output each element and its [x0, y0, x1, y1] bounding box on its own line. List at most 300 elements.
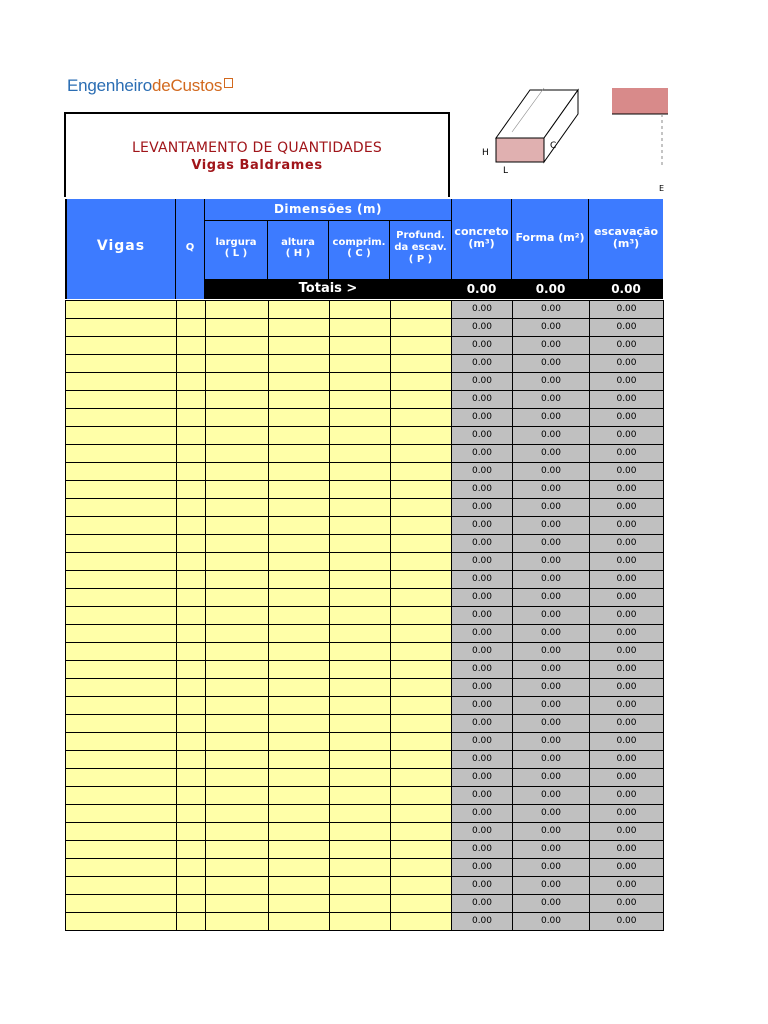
cell-largura[interactable] — [206, 391, 269, 409]
cell-profund[interactable] — [391, 553, 452, 571]
cell-profund[interactable] — [391, 445, 452, 463]
cell-q[interactable] — [177, 805, 206, 823]
col-header-q — [176, 199, 205, 299]
cell-comprim[interactable] — [330, 553, 391, 571]
cell-vigas[interactable] — [66, 643, 177, 661]
cell-altura[interactable] — [269, 805, 330, 823]
col-header-q-label: Q — [185, 242, 195, 253]
col-header-escavacao-unit: (m³) — [612, 237, 640, 250]
col-header-forma-label: Forma (m²) — [515, 231, 585, 244]
cell-largura[interactable] — [206, 499, 269, 517]
cell-comprim[interactable] — [330, 355, 391, 373]
cell-vigas[interactable] — [66, 535, 177, 553]
cell-vigas[interactable] — [66, 499, 177, 517]
cell-forma: 0.00 — [513, 499, 590, 517]
cell-altura[interactable] — [269, 895, 330, 913]
cell-vigas[interactable] — [66, 913, 177, 931]
cell-escavacao: 0.00 — [590, 787, 664, 805]
cell-profund[interactable] — [391, 787, 452, 805]
col-header-altura-unit: ( H ) — [285, 248, 311, 259]
cell-vigas[interactable] — [66, 427, 177, 445]
cell-altura[interactable] — [269, 751, 330, 769]
cell-largura[interactable] — [206, 805, 269, 823]
cell-altura[interactable] — [269, 823, 330, 841]
cell-vigas[interactable] — [66, 355, 177, 373]
cell-vigas[interactable] — [66, 553, 177, 571]
cell-vigas[interactable] — [66, 895, 177, 913]
cell-altura[interactable] — [269, 391, 330, 409]
table-row — [66, 787, 664, 805]
cell-comprim[interactable] — [330, 481, 391, 499]
cell-altura[interactable] — [269, 553, 330, 571]
cell-q[interactable] — [177, 481, 206, 499]
cell-comprim[interactable] — [330, 877, 391, 895]
cell-altura[interactable] — [269, 373, 330, 391]
col-header-largura-label: largura — [215, 237, 257, 248]
cell-comprim[interactable] — [330, 499, 391, 517]
cell-largura[interactable] — [206, 409, 269, 427]
cell-altura[interactable] — [269, 337, 330, 355]
cell-q[interactable] — [177, 715, 206, 733]
cell-profund[interactable] — [391, 715, 452, 733]
cell-altura[interactable] — [269, 841, 330, 859]
cell-comprim[interactable] — [330, 661, 391, 679]
cell-largura[interactable] — [206, 553, 269, 571]
cell-largura[interactable] — [206, 715, 269, 733]
table-row — [66, 517, 664, 535]
table-row — [66, 373, 664, 391]
cell-largura[interactable] — [206, 625, 269, 643]
table-row — [66, 589, 664, 607]
table-row — [66, 715, 664, 733]
cell-largura[interactable] — [206, 463, 269, 481]
cell-largura[interactable] — [206, 301, 269, 319]
cell-vigas[interactable] — [66, 481, 177, 499]
total-forma: 0.00 — [535, 282, 566, 296]
cell-comprim[interactable] — [330, 643, 391, 661]
cell-comprim[interactable] — [330, 607, 391, 625]
cell-q[interactable] — [177, 337, 206, 355]
cell-altura[interactable] — [269, 319, 330, 337]
cell-altura[interactable] — [269, 715, 330, 733]
cell-comprim[interactable] — [330, 409, 391, 427]
cell-profund[interactable] — [391, 409, 452, 427]
cell-concreto: 0.00 — [452, 877, 513, 895]
cell-comprim[interactable] — [330, 625, 391, 643]
cell-forma: 0.00 — [513, 661, 590, 679]
cell-concreto: 0.00 — [452, 481, 513, 499]
cell-concreto: 0.00 — [452, 697, 513, 715]
cell-largura[interactable] — [206, 877, 269, 895]
cell-q[interactable] — [177, 319, 206, 337]
table-row — [66, 337, 664, 355]
cell-q[interactable] — [177, 751, 206, 769]
table-row — [66, 481, 664, 499]
cell-concreto: 0.00 — [452, 913, 513, 931]
cell-q[interactable] — [177, 373, 206, 391]
cell-profund[interactable] — [391, 427, 452, 445]
cell-q[interactable] — [177, 787, 206, 805]
table-row — [66, 553, 664, 571]
brand-logo — [67, 76, 233, 96]
cell-comprim[interactable] — [330, 391, 391, 409]
cell-comprim[interactable] — [330, 463, 391, 481]
cell-largura[interactable] — [206, 427, 269, 445]
cell-altura[interactable] — [269, 913, 330, 931]
cell-q[interactable] — [177, 445, 206, 463]
cell-profund[interactable] — [391, 913, 452, 931]
cell-forma: 0.00 — [513, 877, 590, 895]
cell-vigas[interactable] — [66, 859, 177, 877]
cell-altura[interactable] — [269, 643, 330, 661]
cell-comprim[interactable] — [330, 535, 391, 553]
cell-altura[interactable] — [269, 859, 330, 877]
table-row — [66, 607, 664, 625]
table-row — [66, 445, 664, 463]
cell-concreto: 0.00 — [452, 715, 513, 733]
cell-forma: 0.00 — [513, 355, 590, 373]
sheet-subtitle: Vigas Baldrames — [191, 158, 323, 173]
cell-altura[interactable] — [269, 301, 330, 319]
col-header-profund — [390, 221, 451, 279]
cell-forma: 0.00 — [513, 445, 590, 463]
logo-mark-icon — [224, 78, 233, 88]
cell-q[interactable] — [177, 355, 206, 373]
cell-largura[interactable] — [206, 787, 269, 805]
cell-profund[interactable] — [391, 625, 452, 643]
cell-profund[interactable] — [391, 805, 452, 823]
cell-profund[interactable] — [391, 337, 452, 355]
cell-vigas[interactable] — [66, 391, 177, 409]
cell-altura[interactable] — [269, 589, 330, 607]
cell-largura[interactable] — [206, 319, 269, 337]
table-row — [66, 319, 664, 337]
table-row — [66, 661, 664, 679]
cell-concreto: 0.00 — [452, 859, 513, 877]
cell-vigas[interactable] — [66, 337, 177, 355]
cell-altura[interactable] — [269, 535, 330, 553]
cell-comprim[interactable] — [330, 589, 391, 607]
cell-comprim[interactable] — [330, 769, 391, 787]
cell-largura[interactable] — [206, 841, 269, 859]
cell-largura[interactable] — [206, 643, 269, 661]
cell-largura[interactable] — [206, 751, 269, 769]
cell-profund[interactable] — [391, 661, 452, 679]
cell-largura[interactable] — [206, 913, 269, 931]
cell-largura[interactable] — [206, 661, 269, 679]
cell-comprim[interactable] — [330, 445, 391, 463]
cell-comprim[interactable] — [330, 715, 391, 733]
cell-altura[interactable] — [269, 679, 330, 697]
cell-forma: 0.00 — [513, 823, 590, 841]
cell-comprim[interactable] — [330, 373, 391, 391]
cell-largura[interactable] — [206, 733, 269, 751]
cell-largura[interactable] — [206, 859, 269, 877]
cell-vigas[interactable] — [66, 607, 177, 625]
cell-escavacao: 0.00 — [590, 769, 664, 787]
cell-comprim[interactable] — [330, 859, 391, 877]
cell-largura[interactable] — [206, 373, 269, 391]
cell-q[interactable] — [177, 841, 206, 859]
cell-largura[interactable] — [206, 337, 269, 355]
cell-vigas[interactable] — [66, 319, 177, 337]
cell-vigas[interactable] — [66, 751, 177, 769]
cell-vigas[interactable] — [66, 823, 177, 841]
cell-forma: 0.00 — [513, 409, 590, 427]
cell-vigas[interactable] — [66, 841, 177, 859]
cell-escavacao: 0.00 — [590, 301, 664, 319]
cell-largura[interactable] — [206, 607, 269, 625]
cell-comprim[interactable] — [330, 895, 391, 913]
cell-altura[interactable] — [269, 877, 330, 895]
cell-q[interactable] — [177, 409, 206, 427]
cell-q[interactable] — [177, 679, 206, 697]
cell-profund[interactable] — [391, 571, 452, 589]
diagram-label-e: E — [659, 184, 665, 193]
cell-escavacao: 0.00 — [590, 409, 664, 427]
cell-forma: 0.00 — [513, 643, 590, 661]
cell-vigas[interactable] — [66, 715, 177, 733]
quantities-table — [65, 300, 664, 931]
cell-largura[interactable] — [206, 895, 269, 913]
cell-profund[interactable] — [391, 301, 452, 319]
cell-escavacao: 0.00 — [590, 643, 664, 661]
cell-altura[interactable] — [269, 481, 330, 499]
cell-altura[interactable] — [269, 409, 330, 427]
cell-escavacao: 0.00 — [590, 355, 664, 373]
cell-vigas[interactable] — [66, 679, 177, 697]
cell-profund[interactable] — [391, 463, 452, 481]
cell-q[interactable] — [177, 589, 206, 607]
cell-profund[interactable] — [391, 697, 452, 715]
cell-altura[interactable] — [269, 661, 330, 679]
cell-largura[interactable] — [206, 571, 269, 589]
cell-profund[interactable] — [391, 877, 452, 895]
cell-profund[interactable] — [391, 535, 452, 553]
cell-comprim[interactable] — [330, 517, 391, 535]
table-row — [66, 877, 664, 895]
cell-comprim[interactable] — [330, 733, 391, 751]
cell-altura[interactable] — [269, 625, 330, 643]
cell-comprim[interactable] — [330, 823, 391, 841]
cell-largura[interactable] — [206, 589, 269, 607]
table-row — [66, 679, 664, 697]
cell-comprim[interactable] — [330, 571, 391, 589]
cell-altura[interactable] — [269, 463, 330, 481]
cell-largura[interactable] — [206, 769, 269, 787]
cell-q[interactable] — [177, 823, 206, 841]
cell-q[interactable] — [177, 517, 206, 535]
cell-comprim[interactable] — [330, 427, 391, 445]
cell-comprim[interactable] — [330, 787, 391, 805]
cell-profund[interactable] — [391, 679, 452, 697]
cell-altura[interactable] — [269, 499, 330, 517]
cell-q[interactable] — [177, 697, 206, 715]
cell-profund[interactable] — [391, 319, 452, 337]
cell-escavacao: 0.00 — [590, 823, 664, 841]
cell-profund[interactable] — [391, 823, 452, 841]
cell-q[interactable] — [177, 301, 206, 319]
table-row — [66, 301, 664, 319]
table-row — [66, 571, 664, 589]
table-row — [66, 499, 664, 517]
cell-forma: 0.00 — [513, 553, 590, 571]
cell-largura[interactable] — [206, 481, 269, 499]
cell-profund[interactable] — [391, 499, 452, 517]
cell-vigas[interactable] — [66, 661, 177, 679]
cell-q[interactable] — [177, 607, 206, 625]
table-row — [66, 427, 664, 445]
cell-q[interactable] — [177, 391, 206, 409]
cell-largura[interactable] — [206, 445, 269, 463]
cell-q[interactable] — [177, 535, 206, 553]
col-header-dimensoes — [205, 199, 451, 221]
cell-escavacao: 0.00 — [590, 625, 664, 643]
cell-comprim[interactable] — [330, 319, 391, 337]
cell-q[interactable] — [177, 643, 206, 661]
cell-forma: 0.00 — [513, 427, 590, 445]
cell-profund[interactable] — [391, 517, 452, 535]
table-row — [66, 841, 664, 859]
cell-profund[interactable] — [391, 859, 452, 877]
cell-vigas[interactable] — [66, 787, 177, 805]
cell-largura[interactable] — [206, 535, 269, 553]
cell-profund[interactable] — [391, 373, 452, 391]
cell-concreto: 0.00 — [452, 823, 513, 841]
cell-vigas[interactable] — [66, 697, 177, 715]
cell-vigas[interactable] — [66, 805, 177, 823]
col-header-concreto — [451, 199, 512, 279]
cell-vigas[interactable] — [66, 733, 177, 751]
cell-escavacao: 0.00 — [590, 913, 664, 931]
title-box — [64, 112, 450, 197]
cell-q[interactable] — [177, 571, 206, 589]
sheet-title: LEVANTAMENTO DE QUANTIDADES — [132, 140, 382, 156]
cell-vigas[interactable] — [66, 445, 177, 463]
col-header-profund-label2: da escav. — [394, 242, 447, 253]
cell-forma: 0.00 — [513, 301, 590, 319]
cell-profund[interactable] — [391, 589, 452, 607]
cell-comprim[interactable] — [330, 697, 391, 715]
cell-escavacao: 0.00 — [590, 607, 664, 625]
cell-vigas[interactable] — [66, 571, 177, 589]
table-row — [66, 625, 664, 643]
cell-comprim[interactable] — [330, 337, 391, 355]
cell-q[interactable] — [177, 661, 206, 679]
cell-altura[interactable] — [269, 355, 330, 373]
cell-comprim[interactable] — [330, 841, 391, 859]
table-row — [66, 535, 664, 553]
cell-profund[interactable] — [391, 643, 452, 661]
table-row — [66, 769, 664, 787]
cell-vigas[interactable] — [66, 877, 177, 895]
table-row — [66, 355, 664, 373]
cell-altura[interactable] — [269, 787, 330, 805]
cell-escavacao: 0.00 — [590, 445, 664, 463]
cell-q[interactable] — [177, 553, 206, 571]
cell-vigas[interactable] — [66, 625, 177, 643]
cell-largura[interactable] — [206, 697, 269, 715]
cell-vigas[interactable] — [66, 589, 177, 607]
cell-altura[interactable] — [269, 571, 330, 589]
cell-altura[interactable] — [269, 517, 330, 535]
cell-profund[interactable] — [391, 355, 452, 373]
cell-profund[interactable] — [391, 769, 452, 787]
col-header-escavacao-label: escavação — [593, 225, 659, 238]
cell-altura[interactable] — [269, 733, 330, 751]
cell-vigas[interactable] — [66, 373, 177, 391]
table-row — [66, 859, 664, 877]
cell-forma: 0.00 — [513, 571, 590, 589]
cell-forma: 0.00 — [513, 535, 590, 553]
cell-largura[interactable] — [206, 517, 269, 535]
cell-profund[interactable] — [391, 607, 452, 625]
cell-vigas[interactable] — [66, 517, 177, 535]
cell-q[interactable] — [177, 769, 206, 787]
col-header-altura-label: altura — [281, 237, 315, 248]
cell-vigas[interactable] — [66, 301, 177, 319]
cell-escavacao: 0.00 — [590, 391, 664, 409]
cell-profund[interactable] — [391, 841, 452, 859]
cell-concreto: 0.00 — [452, 391, 513, 409]
cell-comprim[interactable] — [330, 751, 391, 769]
cell-q[interactable] — [177, 913, 206, 931]
table-row — [66, 895, 664, 913]
cell-comprim[interactable] — [330, 913, 391, 931]
cell-profund[interactable] — [391, 895, 452, 913]
cell-concreto: 0.00 — [452, 733, 513, 751]
cell-profund[interactable] — [391, 391, 452, 409]
cell-vigas[interactable] — [66, 769, 177, 787]
cell-altura[interactable] — [269, 769, 330, 787]
cell-altura[interactable] — [269, 445, 330, 463]
cell-concreto: 0.00 — [452, 679, 513, 697]
cell-q[interactable] — [177, 427, 206, 445]
cell-q[interactable] — [177, 625, 206, 643]
cell-q[interactable] — [177, 877, 206, 895]
cell-forma: 0.00 — [513, 319, 590, 337]
cell-concreto: 0.00 — [452, 337, 513, 355]
cell-vigas[interactable] — [66, 463, 177, 481]
cell-comprim[interactable] — [330, 805, 391, 823]
cell-altura[interactable] — [269, 427, 330, 445]
cell-profund[interactable] — [391, 481, 452, 499]
cell-vigas[interactable] — [66, 409, 177, 427]
cell-concreto: 0.00 — [452, 571, 513, 589]
cell-forma: 0.00 — [513, 679, 590, 697]
cell-q[interactable] — [177, 895, 206, 913]
cell-q[interactable] — [177, 499, 206, 517]
col-header-largura-unit: ( L ) — [224, 248, 248, 259]
cell-largura[interactable] — [206, 679, 269, 697]
cell-q[interactable] — [177, 733, 206, 751]
cell-largura[interactable] — [206, 823, 269, 841]
col-header-escavacao — [589, 199, 663, 279]
cell-profund[interactable] — [391, 733, 452, 751]
cell-forma: 0.00 — [513, 481, 590, 499]
cell-comprim[interactable] — [330, 301, 391, 319]
cell-q[interactable] — [177, 859, 206, 877]
cell-altura[interactable] — [269, 607, 330, 625]
cell-q[interactable] — [177, 463, 206, 481]
cell-altura[interactable] — [269, 697, 330, 715]
cell-comprim[interactable] — [330, 679, 391, 697]
cell-profund[interactable] — [391, 751, 452, 769]
cell-forma: 0.00 — [513, 589, 590, 607]
cell-largura[interactable] — [206, 355, 269, 373]
cell-concreto: 0.00 — [452, 319, 513, 337]
cell-concreto: 0.00 — [452, 787, 513, 805]
